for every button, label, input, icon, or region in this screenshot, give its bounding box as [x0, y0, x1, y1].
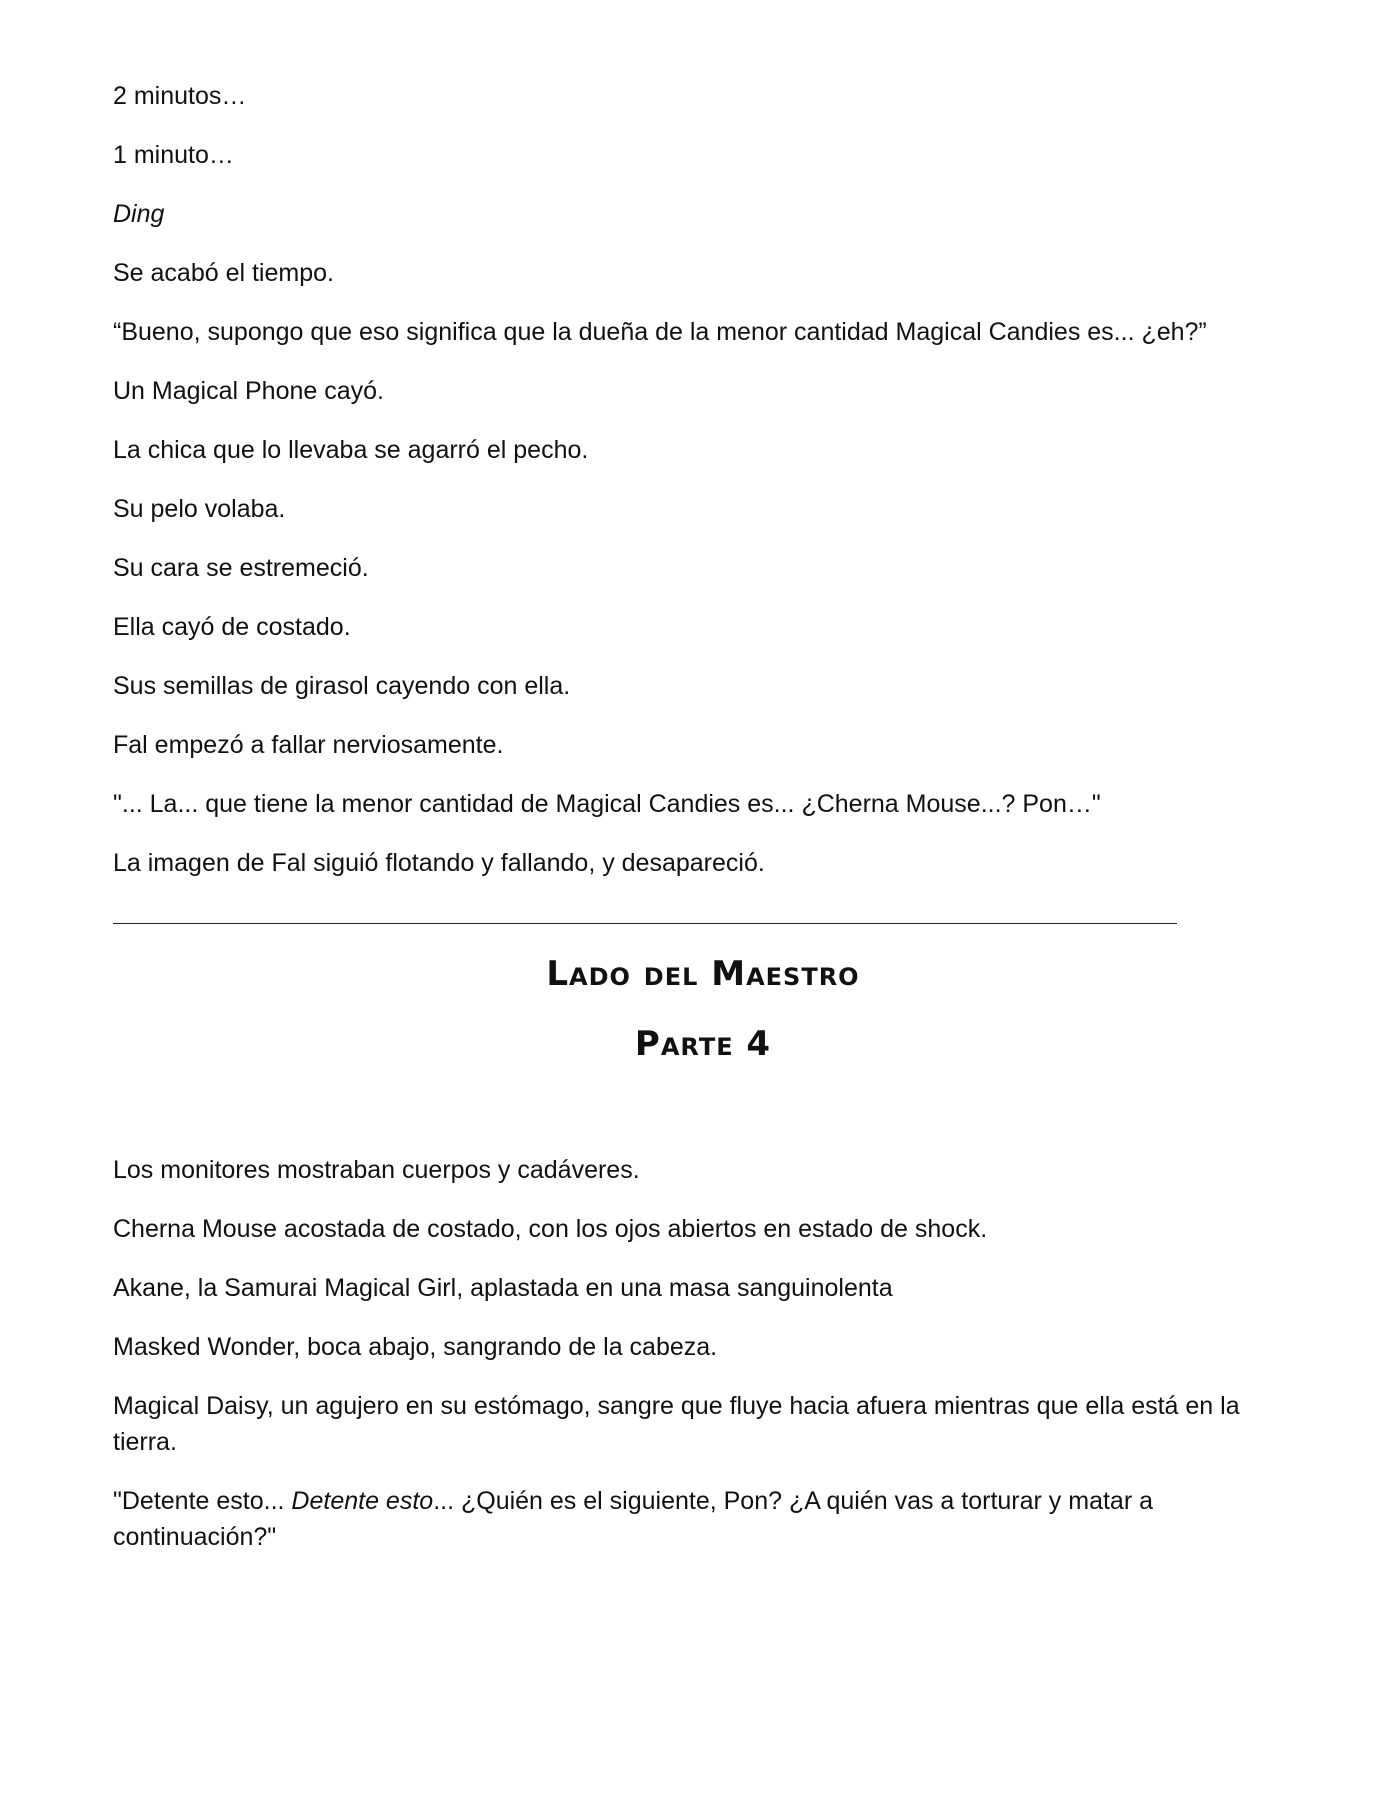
paragraph-quote-cherna: "... La... que tiene la menor cantidad de Magical Candies es... ¿Cherna Mouse...? Pon…"	[113, 790, 1101, 818]
paragraph-fal-glitch: Fal empezó a fallar nerviosamente.	[113, 731, 504, 759]
paragraph-masked-wonder: Masked Wonder, boca abajo, sangrando de la cabeza.	[113, 1333, 718, 1361]
chapter-subheading: Parte 4	[634, 1024, 772, 1064]
detente-part3: ... ¿Quién es el siguiente, Pon? ¿A quién vas a torturar y matar a continuación?"	[113, 1487, 1153, 1551]
paragraph-face: Su cara se estremeció.	[113, 554, 369, 582]
paragraph-fal-disappeared: La imagen de Fal siguió flotando y fallando, y desapareció.	[113, 849, 765, 877]
paragraph-quote-bueno: “Bueno, supongo que eso significa que la dueña de la menor cantidad Magical Candies es... ¿eh?”	[113, 318, 1207, 346]
ding-italic: Ding	[113, 200, 165, 228]
paragraph-countdown-2: 2 minutos…	[113, 82, 247, 110]
paragraph-fell-side: Ella cayó de costado.	[113, 613, 351, 641]
paragraph-cherna: Cherna Mouse acostada de costado, con los ojos abiertos en estado de shock.	[113, 1215, 988, 1243]
chapter-heading: Lado del Maestro	[546, 954, 860, 994]
document-page	[113, 78, 1293, 1578]
detente-italic: Detente esto	[291, 1487, 434, 1515]
paragraph-akane: Akane, la Samurai Magical Girl, aplastada en una masa sanguinolenta	[113, 1274, 893, 1302]
section-divider	[113, 923, 1177, 924]
paragraph-seeds: Sus semillas de girasol cayendo con ella.	[113, 672, 571, 700]
paragraph-time-up: Se acabó el tiempo.	[113, 259, 334, 287]
paragraph-magical-daisy: Magical Daisy, un agujero en su estómago, sangre que fluye hacia afuera mientras que ella está en la tierra.	[113, 1392, 1240, 1456]
detente-part1: "Detente esto...	[113, 1487, 292, 1515]
paragraph-ding	[113, 196, 1293, 232]
paragraph-girl-chest: La chica que lo llevaba se agarró el pecho.	[113, 436, 589, 464]
paragraph-countdown-1: 1 minuto…	[113, 141, 234, 169]
paragraph-monitors: Los monitores mostraban cuerpos y cadáveres.	[113, 1156, 640, 1184]
paragraph-quote-detente	[113, 1483, 1293, 1555]
paragraph-hair: Su pelo volaba.	[113, 495, 286, 523]
paragraph-phone-fell: Un Magical Phone cayó.	[113, 377, 384, 405]
